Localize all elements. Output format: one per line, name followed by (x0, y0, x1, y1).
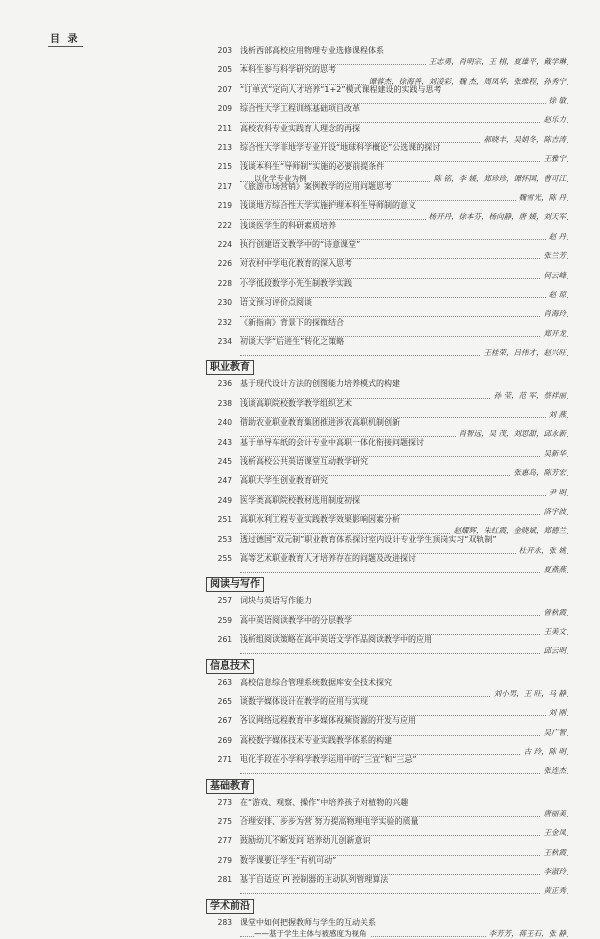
entry-title: 高等艺术职业教育人才培养存在的问题及改进探讨 (240, 554, 416, 563)
section-heading: 阅读与写作 (206, 577, 264, 592)
toc-header: 目 录 (48, 30, 83, 47)
page-number: 224 (217, 240, 232, 249)
page-number: 267 (217, 716, 232, 726)
entry-author: 吴广智 (541, 727, 567, 738)
entry-author: 魏雪光，陈 丹 (516, 192, 566, 203)
page-number: 217 (217, 181, 232, 191)
entry-title: 综合性大学非地学专业开设“地球科学概论”公选课的探讨 (240, 143, 441, 152)
entry-title: “订单式”定向人才培养“1+2”模式课程建设的实践与思考 (240, 84, 442, 94)
entry-author: 张连杰 (541, 765, 567, 776)
entry-title: 初谈大学“后进生”转化之策略 (240, 337, 345, 346)
leader-dots (240, 765, 568, 774)
toc-entry[interactable] (48, 181, 568, 192)
toc-entry[interactable] (48, 816, 568, 827)
toc-entry[interactable] (48, 161, 568, 172)
entry-subtitle: 以化学专业为例 (254, 173, 310, 184)
entry-title: 词块与英语写作能力 (240, 596, 312, 606)
entry-title: 浅谈地方综合性大学实施护理本科生导师制的意义 (240, 201, 416, 211)
toc-entry[interactable] (48, 437, 568, 448)
entry-title: 透过德国“双元制”职业教育体系探讨室内设计专业学生顶岗实习“双轨制” (240, 534, 497, 544)
entry-author: 邱云明 (541, 645, 567, 656)
entry-title: 语文预习评价点阅谈 (240, 298, 312, 308)
toc-entry-author-line (48, 765, 568, 776)
entry-author: 李淑玲 (541, 866, 567, 877)
entry-author: 孙 莹，范 军，蔡祥丽 (491, 390, 566, 401)
toc-entry[interactable] (48, 278, 568, 289)
entry-subtitle: ——基于学生主体与被感度为视角 (254, 928, 370, 939)
toc-entry[interactable] (48, 317, 568, 328)
page-number: 236 (217, 379, 232, 389)
entry-title: 各议网络远程教育中多媒体视频资源的开发与应用 (240, 716, 416, 726)
toc-entry[interactable] (48, 874, 568, 885)
toc-entry[interactable] (48, 677, 568, 688)
entry-title: 高校信息综合管理系统数据库安全技术探究 (240, 677, 392, 687)
page-number: 259 (217, 615, 232, 625)
page-number: 275 (217, 817, 232, 826)
entry-author: 王秋霞 (541, 847, 567, 858)
entry-title: 基于自适应 PI 控制器的主动队列管理算法 (240, 875, 389, 885)
toc-entry[interactable] (48, 615, 568, 626)
toc-entry-author-line (48, 928, 568, 939)
section-heading: 学术前沿 (206, 899, 254, 914)
entry-author: 郝晓丰，吴娟冬，陈吉涛 (481, 134, 567, 145)
entry-author: 杜开永，张 姚 (516, 545, 566, 556)
toc-entry[interactable] (48, 514, 568, 525)
toc-entry[interactable] (48, 336, 568, 347)
toc-entry[interactable] (48, 220, 568, 231)
entry-author: 王雅宁 (541, 153, 567, 164)
page-number: 219 (217, 201, 232, 211)
toc-entry[interactable] (48, 735, 568, 746)
entry-author: 王金凤 (541, 827, 567, 838)
page-number: 261 (217, 635, 232, 645)
toc-entry[interactable] (48, 495, 568, 506)
entry-author: 刘小男，王 旺，马 静 (491, 688, 566, 699)
toc-entry[interactable] (48, 378, 568, 389)
toc-entry[interactable] (48, 797, 568, 808)
entry-title: 基于现代设计方法的创图能力培养模式的构建 (240, 379, 400, 389)
entry-title: 课堂中如何把握教师与学生的互动关系 (240, 917, 376, 927)
page-number: 226 (217, 259, 232, 269)
toc-entry[interactable] (48, 456, 568, 467)
entry-title: 浅谈高职院校数学教学组织艺术 (240, 398, 352, 408)
page-number: 215 (217, 162, 232, 172)
toc-entry-author-line (48, 885, 568, 896)
entry-title: 基于单导车纸的会计专业中高职一体化衔接问题探讨 (240, 437, 424, 447)
page-number: 249 (217, 495, 232, 505)
entry-author: 张兰芳 (541, 250, 567, 261)
entry-title: 本科生参与科学研究的思考 (240, 65, 336, 75)
entry-author: 张惠岛，陈芳宏 (511, 467, 567, 478)
entry-author: 刘 刚 (546, 707, 566, 718)
toc-entry[interactable] (48, 142, 568, 153)
page-number: 265 (217, 697, 232, 706)
page-number: 209 (217, 104, 232, 114)
entry-author: 郑开龙 (541, 328, 567, 339)
page-number: 245 (217, 457, 232, 466)
entry-title: 对农村中学电化教育的深入思考 (240, 259, 352, 269)
toc-entry[interactable] (48, 84, 568, 95)
page-number: 207 (217, 84, 232, 94)
entry-title: 谈数字媒体设计在教学的应用与实现 (240, 697, 368, 706)
toc-entry[interactable] (48, 200, 568, 211)
entry-title: 《新指南》背景下的探微结合 (240, 317, 344, 327)
entry-title: 在“游戏、观察、操作”中培养孩子对植物的兴趣 (240, 797, 409, 807)
entry-title: 浅谈医学生的科研素质培养 (240, 220, 336, 230)
page-number: 279 (217, 855, 232, 865)
page-number: 211 (217, 123, 232, 133)
entry-title: 高校农科专业实践育人理念的再探 (240, 123, 360, 133)
entry-title: 浅析组阅读策略在高中英语文学作品阅读教学中的应用 (240, 635, 432, 645)
entry-author: 唐丽美 (541, 808, 567, 819)
toc-entry[interactable] (48, 398, 568, 409)
page-number: 222 (217, 220, 232, 230)
toc-entry[interactable] (48, 835, 568, 846)
entry-author: 谭蓉杰，徐海善，刘凌彩，魏 杰，周凤华，张维程，孙秀宁 (366, 76, 566, 87)
toc-entry[interactable] (48, 239, 568, 250)
entry-title: 合理安排、步步为营 努力提高物理电学实验的质量 (240, 817, 419, 826)
toc-entry[interactable] (48, 123, 568, 134)
page-number: 234 (217, 337, 232, 346)
entry-title: 高职大学生创业教育研究 (240, 476, 328, 486)
entry-author: 徐 敏 (546, 95, 566, 106)
entry-title: 浅析高校公共英语课堂互动教学研究 (240, 457, 368, 466)
toc-entry[interactable] (48, 715, 568, 726)
entry-author: 赵 琼 (546, 289, 566, 300)
toc-entry[interactable] (48, 595, 568, 606)
page-number: 277 (217, 836, 232, 846)
entry-author: 何云峰 (541, 270, 567, 281)
entry-title: 电化手段在小学科学教学运用中的“三宜”和“三忌” (240, 755, 417, 765)
entry-title: 综合性大学工程训练基础项目改革 (240, 104, 360, 114)
toc-entry[interactable] (48, 45, 568, 56)
entry-author: 李芳芳，蒋王石，张 静 (486, 928, 566, 939)
entry-title: 浅谈本科生“导师制”实施的必要前提条件 (240, 162, 385, 172)
toc-entry[interactable] (48, 417, 568, 428)
page-number: 247 (217, 476, 232, 486)
entry-author: 赵 丹 (546, 231, 566, 242)
toc-entry[interactable] (48, 297, 568, 308)
entry-author: 王桂荣，吕伟才，赵兴旺 (481, 347, 567, 358)
section-heading: 基础教育 (206, 779, 254, 794)
toc-entry-author-line (48, 347, 568, 358)
entry-title: 执行创建语文教学中的“诗意课堂” (240, 240, 361, 249)
toc-entry[interactable] (48, 917, 568, 928)
page-number: 230 (217, 298, 232, 308)
entry-title: 小学低段数学小先生制教学实践 (240, 278, 352, 288)
entry-title: 高职水利工程专业实践教学效果影响因素分析 (240, 515, 400, 525)
toc-entry[interactable] (48, 258, 568, 269)
entry-author: 陈 铭，李 媛，郑珍珍，谭怀国，曹可江 (431, 173, 566, 184)
entry-author: 赵乐力 (541, 114, 567, 125)
toc-entry[interactable] (48, 553, 568, 564)
entry-author: 尹 明 (546, 487, 566, 498)
toc-entry[interactable] (48, 855, 568, 866)
page-number: 228 (217, 278, 232, 288)
leader-dots (240, 885, 568, 894)
section-heading: 职业教育 (206, 360, 254, 375)
entry-title: 《旅游市场营销》案例教学的应用问题思考 (240, 181, 392, 191)
page-number: 213 (217, 143, 232, 152)
page-number: 253 (217, 534, 232, 544)
entry-author: 洛宇波 (541, 506, 567, 517)
entry-author: 杨开丹，徐本芬，杨向静，唐 媛，刘天军 (426, 211, 566, 222)
entry-author: 赵耀辉，朱红霞，金晓斌，郑德兰 (451, 525, 567, 536)
entry-author: 古 玲，陈 明 (521, 746, 566, 757)
entry-title: 高中英语阅读教学中的分层教学 (240, 615, 352, 625)
toc-entry-author-line (48, 645, 568, 656)
entry-title: 鼓励幼儿不断发问 培养幼儿创新意识 (240, 836, 371, 846)
page-number: 257 (217, 596, 232, 606)
entry-title: 借助农业职业教育集团推进涉农高职机制创新 (240, 418, 400, 428)
entry-author: 吴新华 (541, 448, 567, 459)
entry-title: 高校数字媒体技术专业实践教学体系的构建 (240, 735, 392, 745)
toc-entry[interactable] (48, 534, 568, 545)
toc-entry[interactable] (48, 64, 568, 75)
page-number: 205 (217, 65, 232, 75)
entry-author: 曾秋霞 (541, 607, 567, 618)
page-number: 238 (217, 398, 232, 408)
entry-author: 王美文 (541, 626, 567, 637)
toc-entry[interactable] (48, 475, 568, 486)
page-number: 203 (217, 46, 232, 55)
toc-entry[interactable] (48, 634, 568, 645)
entry-title: 数学课要让学生“有机可动” (240, 855, 337, 865)
entry-author: 夏燕燕 (541, 564, 567, 575)
page-number: 232 (217, 317, 232, 327)
entry-author: 肖海玲 (541, 308, 567, 319)
leader-dots (240, 645, 568, 654)
entry-title: 医学类高职院校教材选用制度初探 (240, 495, 360, 505)
toc-entry[interactable] (48, 696, 568, 707)
entry-author: 黄正秀 (541, 885, 567, 896)
page-number: 263 (217, 677, 232, 687)
entry-author: 刘 燕 (546, 409, 566, 420)
entry-title: 浅析西部高校应用物理专业选修课程体系 (240, 46, 384, 55)
toc-entry-author-line (48, 564, 568, 575)
leader-dots (240, 564, 568, 573)
page-number: 243 (217, 437, 232, 447)
toc-entry[interactable] (48, 103, 568, 114)
page-number: 255 (217, 554, 232, 563)
entry-author: 王志勇，肖明宗，王 栩，夏雄平，戴学琳 (426, 56, 566, 67)
toc-entry[interactable] (48, 754, 568, 765)
page-number: 240 (217, 418, 232, 428)
page-number: 273 (217, 797, 232, 807)
section-heading: 信息技术 (206, 659, 254, 674)
page-number: 283 (217, 917, 232, 927)
page-number: 271 (217, 755, 232, 765)
entry-author: 肖智远，吴 茂，刘思甜，邱永新 (456, 428, 566, 439)
page-number: 251 (217, 515, 232, 525)
page-number: 269 (217, 735, 232, 745)
page-number: 281 (217, 875, 232, 885)
